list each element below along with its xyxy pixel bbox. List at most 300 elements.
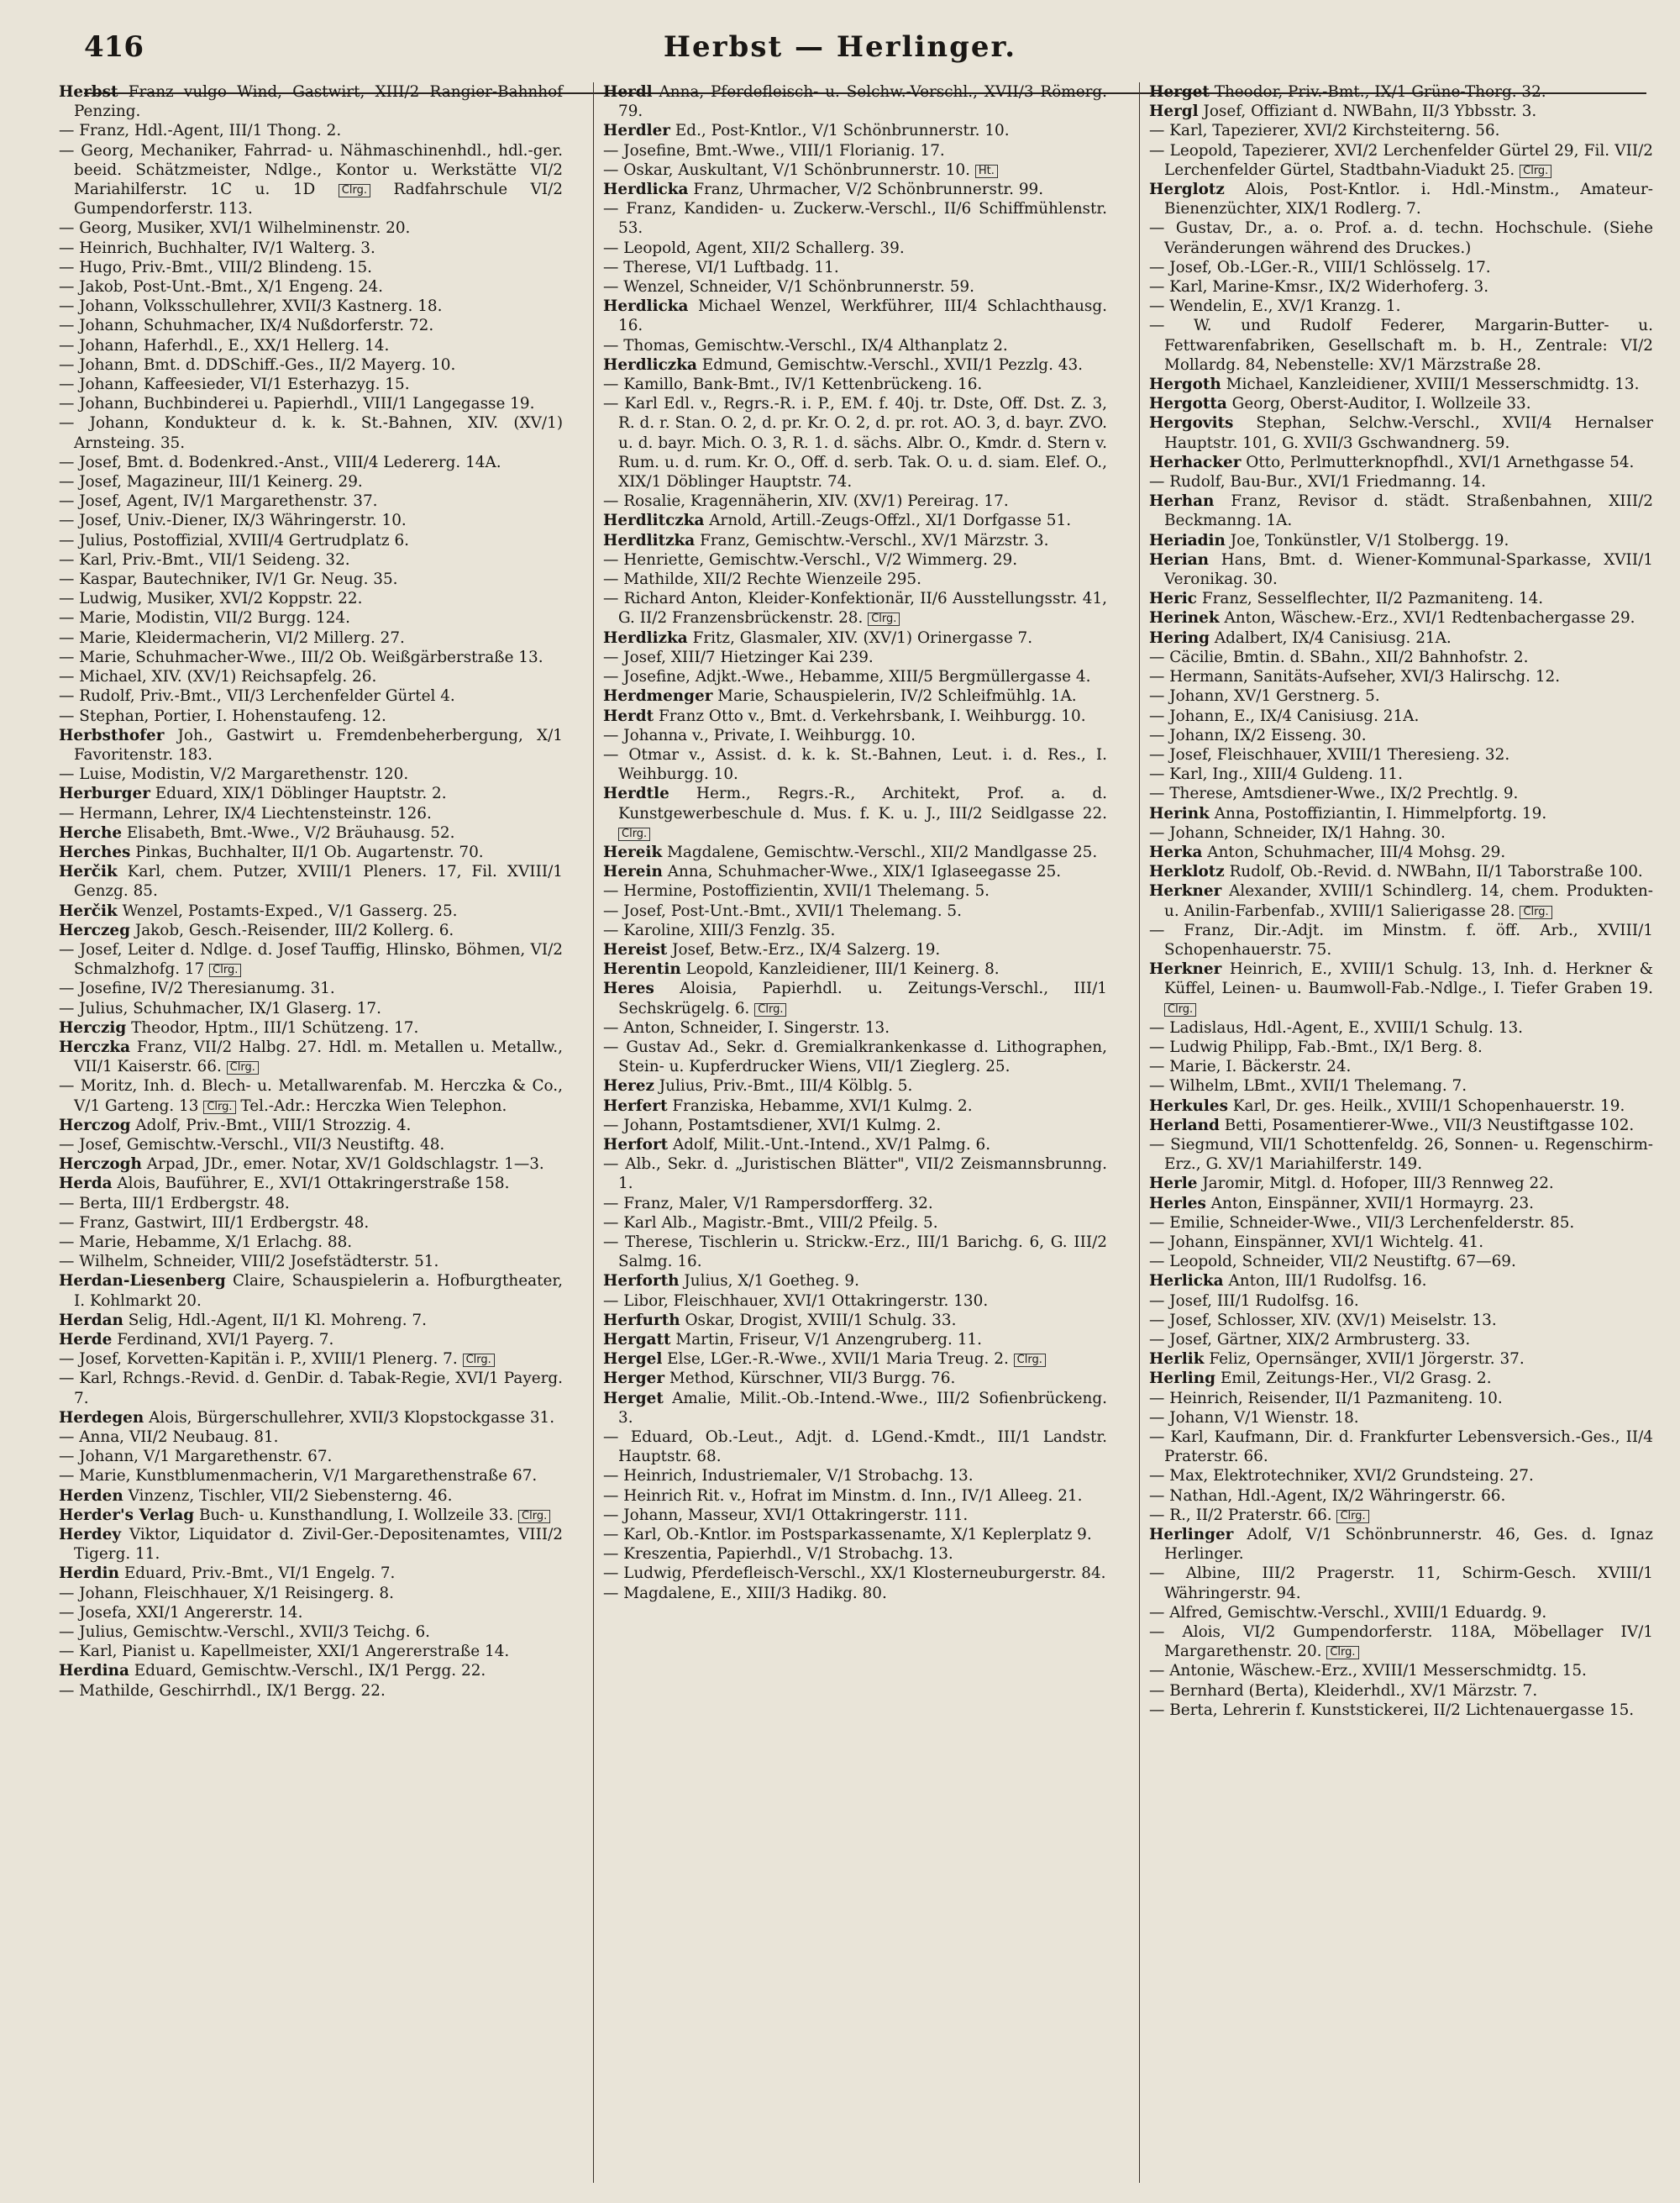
entry-text: — Johann, Bmt. d. DDSchiff.-Ges., II/2 Mayerg. 10.	[59, 355, 456, 374]
directory-entry	[59, 1642, 563, 1661]
directory-entry	[59, 1447, 563, 1466]
directory-entry	[1149, 1018, 1653, 1038]
directory-entry	[59, 1233, 563, 1252]
entry-text: Franz Otto v., Bmt. d. Verkehrsbank, I. Weihburgg. 10.	[658, 707, 1086, 725]
directory-entry	[59, 297, 563, 316]
entry-text: — Jakob, Post-Unt.-Bmt., X/1 Engeng. 24.	[59, 278, 383, 297]
directory-entry	[603, 239, 1107, 258]
directory-entry	[603, 1135, 1107, 1154]
directory-entry	[603, 277, 1107, 297]
entry-surname: Herdl	[603, 83, 653, 101]
directory-entry	[603, 726, 1107, 745]
directory-entry	[59, 648, 563, 667]
entry-text: — Josef, Ob.-LGer.-R., VIII/1 Schlösselg. 17.	[1149, 258, 1491, 276]
entry-surname: Herfert	[603, 1096, 668, 1115]
entry-surname: Herdliczka	[603, 355, 697, 374]
entry-text: — Franz, Gastwirt, III/1 Erdbergstr. 48.	[59, 1213, 370, 1232]
directory-entry	[603, 1506, 1107, 1525]
directory-entry	[1149, 1096, 1653, 1116]
clearing-badge: Clrg.	[868, 613, 900, 626]
entry-surname: Herdlicka	[603, 297, 689, 316]
entry-text: Alois, Bürgerschullehrer, XVII/3 Klopstockgasse 31.	[149, 1408, 555, 1427]
entry-text: Anton, III/1 Rudolfsg. 16.	[1228, 1272, 1427, 1291]
entry-text: — Gustav Ad., Sekr. d. Gremialkrankenkasse d. Lithographen, Stein- u. Kupferdrucker Wiens, VII/1 Zieglerg. 25.	[603, 1038, 1107, 1076]
directory-entry	[603, 589, 1107, 628]
entry-text: — Hermann, Lehrer, IX/4 Liechtensteinstr. 126.	[59, 804, 432, 823]
directory-entry	[1149, 394, 1653, 413]
directory-entry	[59, 375, 563, 394]
directory-entry	[59, 1135, 563, 1154]
entry-text: — Johann, V/1 Wienstr. 18.	[1149, 1408, 1359, 1427]
entry-surname: Herche	[59, 823, 123, 842]
directory-entry	[603, 180, 1107, 199]
entry-surname: Herget	[1149, 83, 1210, 101]
entry-text: Eduard, XIX/1 Döblinger Hauptstr. 2.	[155, 785, 447, 803]
entry-text: — Kaspar, Bautechniker, IV/1 Gr. Neug. 35.	[59, 570, 398, 589]
directory-entry	[59, 1622, 563, 1642]
entry-text: Michael Wenzel, Werkführer, III/4 Schlachthausg. 16.	[618, 297, 1107, 335]
entry-surname: Herdlitzka	[603, 531, 696, 549]
directory-entry	[603, 1486, 1107, 1506]
directory-entry	[59, 239, 563, 258]
directory-entry	[59, 979, 563, 998]
directory-entry	[1149, 1057, 1653, 1076]
entry-text: Hans, Bmt. d. Wiener-Kommunal-Sparkasse, XVII/1 Veronikag. 30.	[1164, 550, 1653, 589]
entry-text: Fritz, Glasmaler, XIV. (XV/1) Orinergasse 7.	[692, 628, 1033, 647]
entry-text: — Nathan, Hdl.-Agent, IX/2 Währingerstr. 66.	[1149, 1486, 1506, 1505]
directory-entry	[603, 667, 1107, 686]
directory-entry	[59, 355, 563, 375]
directory-entry	[603, 336, 1107, 355]
entry-text: Theodor, Hptm., III/1 Schützeng. 17.	[131, 1018, 419, 1037]
entry-text: — Karl, Tapezierer, XVI/2 Kirchsteiterng. 56.	[1149, 122, 1500, 140]
directory-entry	[1149, 745, 1653, 765]
directory-entry	[59, 1506, 563, 1525]
entry-text: Emil, Zeitungs-Her., VI/2 Grasg. 2.	[1220, 1370, 1492, 1388]
clearing-badge: Clrg.	[203, 1101, 235, 1114]
directory-entry	[59, 277, 563, 297]
directory-entry	[1149, 589, 1653, 608]
directory-entry	[59, 999, 563, 1018]
entry-surname: Herczog	[59, 1116, 131, 1134]
directory-entry	[1149, 1701, 1653, 1720]
entry-text: — Johanna v., Private, I. Weihburgg. 10.	[603, 726, 916, 744]
entry-surname: Herez	[603, 1077, 654, 1096]
directory-entry	[1149, 1233, 1653, 1252]
directory-entry	[1149, 1466, 1653, 1485]
entry-text: — Josef, III/1 Rudolfsg. 16.	[1149, 1291, 1359, 1310]
directory-entry	[1149, 1194, 1653, 1213]
directory-entry	[1149, 1427, 1653, 1466]
entry-text: — Moritz, Inh. d. Blech- u. Metallwarenfab. M. Herczka & Co., V/1 Garteng. 13	[59, 1077, 563, 1115]
entry-surname: Herczig	[59, 1018, 127, 1037]
directory-entry	[59, 218, 563, 238]
entry-text: — Josefa, XXI/1 Angererstr. 14.	[59, 1603, 303, 1622]
entry-text: Claire, Schauspielerin a. Hofburgtheater, I. Kohlmarkt 20.	[74, 1272, 563, 1310]
entry-text: Adolf, Priv.-Bmt., VIII/1 Strozzig. 4.	[135, 1116, 412, 1134]
entry-text: — Rudolf, Bau-Bur., XVI/1 Friedmanng. 14.	[1149, 473, 1486, 492]
entry-text: — Johann, XV/1 Gerstnerg. 5.	[1149, 687, 1380, 706]
entry-text: — Albine, III/2 Pragerstr. 11, Schirm-Gesch. XVIII/1 Währingerstr. 94.	[1149, 1564, 1653, 1602]
directory-entry	[59, 823, 563, 843]
directory-entry	[59, 1466, 563, 1485]
entry-text: — Karl Edl. v., Regrs.-R. i. P., EM. f. 40j. tr. Dste, Off. Dst. Z. 3, R. d. r. Stan. O. 2, d. pr. Kr. O. 2, d. pr. rot. AO. 3, d. bayr. ZVO. u. d. bayr. Mich. O. 3, R. 1. d. sächs. Albr. O., Kmdr. d. Stern v. Rum. u. d. rum. Kr. O., Off. d. serb. Tak. O. u. d. siam. Elef. O., XIX/1 Döblinger Hauptstr. 74.	[603, 395, 1107, 492]
entry-text: — Siegmund, VII/1 Schottenfeldg. 26, Sonnen- u. Regenschirm-Erz., G. XV/1 Mariahilferstr. 149.	[1149, 1135, 1653, 1174]
entry-text: — Anna, VII/2 Neubaug. 81.	[59, 1428, 279, 1447]
entry-text: Edmund, Gemischtw.-Verschl., XVII/1 Pezzlg. 43.	[701, 355, 1084, 374]
entry-text: — Mathilde, Geschirrhdl., IX/1 Bergg. 22.	[59, 1681, 386, 1700]
directory-entry	[603, 784, 1107, 843]
entry-text: — Alb., Sekr. d. „Juristischen Blätter", VII/2 Zeismannsbrunng. 1.	[603, 1155, 1107, 1193]
entry-surname: Herdegen	[59, 1408, 144, 1427]
directory-entry	[1149, 1603, 1653, 1622]
directory-entry	[603, 881, 1107, 901]
directory-entry	[1149, 1622, 1653, 1661]
directory-entry	[59, 550, 563, 570]
entry-text: Franziska, Hebamme, XVI/1 Kulmg. 2.	[672, 1096, 973, 1115]
directory-entry	[1149, 1681, 1653, 1701]
directory-entry	[603, 960, 1107, 979]
directory-entry	[603, 570, 1107, 589]
entry-text: — Franz, Kandiden- u. Zuckerw.-Verschl., II/6 Schiffmühlenstr. 53.	[603, 200, 1107, 238]
entry-surname: Herger	[603, 1370, 665, 1388]
directory-entry	[59, 843, 563, 862]
entry-text: — Marie, Schuhmacher-Wwe., III/2 Ob. Weißgärberstraße 13.	[59, 648, 543, 666]
entry-surname: Herinek	[1149, 609, 1220, 628]
directory-entry	[59, 141, 563, 219]
directory-entry	[59, 336, 563, 355]
entry-text: — Hermann, Sanitäts-Aufseher, XVI/3 Halirschg. 12.	[1149, 668, 1561, 686]
directory-entry	[1149, 667, 1653, 686]
entry-text: — Emilie, Schneider-Wwe., VII/3 Lerchenfelderstr. 85.	[1149, 1213, 1575, 1232]
entry-surname: Herlicka	[1149, 1272, 1224, 1291]
entry-text: — Wilhelm, Schneider, VIII/2 Josefstädterstr. 51.	[59, 1253, 439, 1271]
directory-entry	[1149, 375, 1653, 394]
entry-text: Oskar, Drogist, XVIII/1 Schulg. 33.	[685, 1311, 957, 1329]
column-divider	[1139, 82, 1140, 2183]
directory-entry	[603, 1096, 1107, 1116]
directory-entry	[603, 745, 1107, 784]
entry-surname: Herkules	[1149, 1096, 1228, 1115]
entry-surname: Herbsthofer	[59, 726, 165, 744]
directory-entry	[1149, 550, 1653, 589]
entry-text: — Magdalene, E., XIII/3 Hadikg. 80.	[603, 1584, 887, 1602]
directory-entry	[603, 1194, 1107, 1213]
directory-entry	[1149, 413, 1653, 452]
entry-text: — Franz, Dir.-Adjt. im Minstm. f. öff. Arb., XVIII/1 Schopenhauerstr. 75.	[1149, 921, 1653, 959]
entry-text: — Therese, VI/1 Luftbadg. 11.	[603, 258, 839, 276]
entry-surname: Herdtle	[603, 785, 669, 803]
entry-text: — Karl, Marine-Kmsr., IX/2 Widerhoferg. 3.	[1149, 278, 1489, 297]
directory-entry	[1149, 1389, 1653, 1408]
directory-entry	[1149, 804, 1653, 823]
entry-text: — Rosalie, Kragennäherin, XIV. (XV/1) Pereirag. 17.	[603, 492, 1009, 511]
entry-text: — Heinrich, Reisender, II/1 Pazmaniteng. 10.	[1149, 1389, 1503, 1407]
entry-surname: Herdlicka	[603, 181, 689, 199]
entry-surname: Herda	[59, 1175, 113, 1193]
directory-entry	[59, 453, 563, 472]
entry-text: — Anton, Schneider, I. Singerstr. 13.	[603, 1018, 890, 1037]
entry-surname: Herforth	[603, 1272, 680, 1291]
entry-surname: Herdan	[59, 1311, 123, 1329]
entry-text: — Julius, Gemischtw.-Verschl., XVII/3 Teichg. 6.	[59, 1623, 431, 1642]
directory-entry	[603, 199, 1107, 238]
directory-entry	[1149, 648, 1653, 667]
entry-text: — Luise, Modistin, V/2 Margarethenstr. 120.	[59, 765, 409, 784]
entry-text: — Johann, IX/2 Eisseng. 30.	[1149, 726, 1367, 744]
entry-text: — Josef, Post-Unt.-Bmt., XVII/1 Thelemang. 5.	[603, 902, 962, 920]
directory-entry	[1149, 82, 1653, 102]
entry-surname: Herhan	[1149, 492, 1215, 511]
entry-text: — Marie, I. Bäckerstr. 24.	[1149, 1058, 1352, 1076]
column-divider	[593, 82, 594, 2183]
directory-entry	[603, 921, 1107, 940]
directory-entry	[1149, 765, 1653, 784]
entry-text: — Eduard, Ob.-Leut., Adjt. d. LGend.-Kmdt., III/1 Landstr. Hauptstr. 68.	[603, 1428, 1107, 1466]
entry-surname: Herden	[59, 1486, 123, 1505]
directory-entry	[59, 940, 563, 979]
entry-text: — Johann, Schneider, IX/1 Hahng. 30.	[1149, 823, 1446, 842]
entry-surname: Hering	[1149, 628, 1210, 647]
directory-entry	[603, 511, 1107, 530]
entry-text: Michael, Kanzleidiener, XVIII/1 Messerschmidtg. 13.	[1226, 376, 1640, 394]
entry-text: — Johann, Postamtsdiener, XVI/1 Kulmg. 2.	[603, 1116, 942, 1134]
directory-entry	[1149, 862, 1653, 881]
entry-text: — Josef, XIII/7 Hietzinger Kai 239.	[603, 648, 874, 666]
entry-text: Otto, Perlmutterknopfhdl., XVI/1 Arnethgasse 54.	[1246, 453, 1635, 471]
directory-entry	[1149, 1213, 1653, 1233]
entry-text: Adolf, Milit.-Unt.-Intend., XV/1 Palmg. 6.	[673, 1135, 991, 1154]
directory-entry	[603, 375, 1107, 394]
directory-entry	[1149, 121, 1653, 140]
entry-text: Franz vulgo Wind, Gastwirt, XIII/2 Rangier-Bahnhof Penzing.	[74, 83, 563, 121]
directory-entry	[603, 121, 1107, 140]
entry-text: Josef, Offiziant d. NWBahn, II/3 Ybbsstr. 3.	[1203, 103, 1537, 121]
entry-text: — Karl, Ing., XIII/4 Guldeng. 11.	[1149, 765, 1403, 784]
entry-text: — Karl, Rchngs.-Revid. d. GenDir. d. Tabak-Regie, XVI/1 Payerg. 7.	[59, 1370, 563, 1407]
entry-text: — Marie, Kunstblumenmacherin, V/1 Margarethenstraße 67.	[59, 1467, 538, 1485]
entry-surname: Heres	[603, 980, 654, 998]
entry-text: Martin, Friseur, V/1 Anzengruberg. 11.	[675, 1331, 982, 1349]
entry-surname: Herdler	[603, 122, 671, 140]
directory-entry	[59, 1018, 563, 1038]
directory-entry	[1149, 102, 1653, 121]
entry-text: — Karl, Ob.-Kntlor. im Postsparkassenamte, X/1 Keplerplatz 9.	[603, 1526, 1092, 1544]
entry-text: Amalie, Milit.-Ob.-Intend.-Wwe., III/2 Sofienbrückeng. 3.	[618, 1389, 1107, 1427]
entry-surname: Herde	[59, 1331, 113, 1349]
directory-entry	[1149, 1330, 1653, 1349]
directory-entry	[603, 141, 1107, 160]
clearing-badge: Ht.	[975, 165, 998, 178]
directory-entry	[59, 1076, 563, 1115]
directory-entry	[603, 1349, 1107, 1369]
entry-text: Feliz, Opernsänger, XVII/1 Jörgerstr. 37.	[1209, 1350, 1525, 1369]
entry-text: — Mathilde, XII/2 Rechte Wienzeile 295.	[603, 570, 921, 589]
entry-text: — R., II/2 Praterstr. 66.	[1149, 1506, 1332, 1524]
entry-text: Adalbert, IX/4 Canisiusg. 21A.	[1214, 628, 1452, 647]
directory-entry	[59, 1271, 563, 1310]
directory-entry	[603, 1369, 1107, 1388]
directory-entry	[603, 628, 1107, 648]
entry-text: — Kreszentia, Papierhdl., V/1 Strobachg. 13.	[603, 1545, 953, 1564]
entry-surname: Herklotz	[1149, 863, 1225, 881]
directory-entry	[59, 1154, 563, 1174]
directory-entry	[59, 1252, 563, 1271]
directory-entry	[59, 1564, 563, 1583]
entry-surname: Herdin	[59, 1564, 119, 1583]
entry-text: — Karl Alb., Magistr.-Bmt., VIII/2 Pfeilg. 5.	[603, 1213, 938, 1232]
directory-entry	[603, 1018, 1107, 1038]
entry-text: Herm., Regrs.-R., Architekt, Prof. a. d. Kunstgewerbeschule d. Mus. f. K. u. J., III/2 Seidlgasse 22.	[618, 785, 1107, 823]
entry-surname: Herink	[1149, 804, 1210, 823]
directory-entry	[603, 1271, 1107, 1291]
directory-entry	[59, 570, 563, 589]
entry-text: Karl, Dr. ges. Heilk., XVIII/1 Schopenhauerstr. 19.	[1232, 1096, 1625, 1115]
entry-text: — Wenzel, Schneider, V/1 Schönbrunnerstr. 59.	[603, 278, 974, 297]
directory-entry	[603, 648, 1107, 667]
page-number: 416	[84, 30, 144, 64]
directory-entry	[59, 82, 563, 121]
entry-surname: Herentin	[603, 960, 681, 979]
directory-entry	[59, 1681, 563, 1701]
clearing-badge: Clrg.	[1014, 1354, 1046, 1367]
entry-text: — Stephan, Portier, I. Hohenstaufeng. 12.	[59, 707, 386, 725]
directory-entry	[603, 394, 1107, 492]
directory-entry	[59, 1349, 563, 1369]
directory-entry	[1149, 180, 1653, 218]
directory-entry	[1149, 1525, 1653, 1564]
entry-surname: Herling	[1149, 1370, 1215, 1388]
entry-text: Aloisia, Papierhdl. u. Zeitungs-Verschl., III/1 Sechskrügelg. 6.	[618, 980, 1107, 1017]
directory-entry	[59, 589, 563, 608]
entry-text: Arpad, JDr., emer. Notar, XV/1 Goldschlagstr. 1—3.	[146, 1155, 544, 1174]
entry-surname: Herčik	[59, 902, 118, 920]
entry-text: — Josef, Leiter d. Ndlge. d. Josef Tauffig, Hlinsko, Böhmen, VI/2 Schmalzhofg. 17	[59, 940, 563, 979]
directory-entry	[59, 394, 563, 413]
entry-text: — Gustav, Dr., a. o. Prof. a. d. techn. Hochschule. (Siehe Veränderungen während des Druckes.)	[1149, 219, 1653, 257]
directory-entry	[59, 1213, 563, 1233]
entry-surname: Herkner	[1149, 960, 1222, 979]
entry-surname: Herches	[59, 843, 131, 861]
entry-text: — Josefine, IV/2 Theresianumg. 31.	[59, 980, 335, 998]
entry-surname: Herdmenger	[603, 687, 713, 706]
directory-entry	[1149, 881, 1653, 920]
entry-text: — Wilhelm, LBmt., XVII/1 Thelemang. 7.	[1149, 1077, 1467, 1096]
directory-entry	[603, 82, 1107, 121]
directory-entry	[59, 765, 563, 784]
clearing-badge: Clrg.	[754, 1003, 786, 1017]
entry-text: Jakob, Gesch.-Reisender, III/2 Kollerg. 6.	[134, 921, 454, 939]
entry-text: — Karl, Kaufmann, Dir. d. Frankfurter Lebensversich.-Ges., II/4 Praterstr. 66.	[1149, 1428, 1653, 1466]
clearing-badge: Clrg.	[463, 1354, 495, 1367]
clearing-badge: Clrg.	[1326, 1646, 1358, 1659]
entry-text: — Ladislaus, Hdl.-Agent, E., XVIII/1 Schulg. 13.	[1149, 1018, 1523, 1037]
entry-text: Joe, Tonkünstler, V/1 Stolbergg. 19.	[1230, 531, 1509, 549]
directory-entry	[59, 531, 563, 550]
directory-entry	[59, 1038, 563, 1076]
directory-entry	[603, 1076, 1107, 1096]
entry-surname: Herdina	[59, 1662, 129, 1680]
directory-entry	[603, 1389, 1107, 1427]
directory-entry	[59, 862, 563, 901]
directory-entry	[59, 1369, 563, 1407]
clearing-badge: Clrg.	[339, 184, 370, 197]
directory-column-2	[603, 82, 1107, 1603]
entry-surname: Herget	[603, 1389, 664, 1407]
entry-text: Theodor, Priv.-Bmt., IX/1 Grüne-Thorg. 32.	[1214, 83, 1546, 101]
entry-text: Jaromir, Mitgl. d. Hofoper, III/3 Rennweg 22.	[1202, 1175, 1554, 1193]
entry-text: — Johann, Kondukteur d. k. k. St.-Bahnen, XIV. (XV/1) Arnsteing. 35.	[59, 414, 563, 452]
entry-text: — Bernhard (Berta), Kleiderhdl., XV/1 Märzstr. 7.	[1149, 1681, 1538, 1700]
entry-text: — Ludwig, Musiker, XVI/2 Koppstr. 22.	[59, 590, 363, 608]
entry-text: — Johann, Einspänner, XVI/1 Wichtelg. 41.	[1149, 1233, 1484, 1251]
entry-text: Julius, X/1 Goetheg. 9.	[684, 1272, 859, 1291]
entry-surname: Hergatt	[603, 1331, 671, 1349]
directory-entry	[59, 1116, 563, 1135]
directory-entry	[1149, 823, 1653, 843]
entry-text: Josef, Betw.-Erz., IX/4 Salzerg. 19.	[672, 940, 941, 959]
entry-text: — Hugo, Priv.-Bmt., VIII/2 Blindeng. 15.	[59, 258, 373, 276]
entry-text: Anton, Einspänner, XVII/1 Hormayrg. 23.	[1210, 1194, 1534, 1212]
directory-entry	[603, 550, 1107, 570]
entry-surname: Heriadin	[1149, 531, 1226, 549]
directory-entry	[59, 784, 563, 803]
entry-text: — Johann, Volksschullehrer, XVII/3 Kastnerg. 18.	[59, 297, 443, 316]
entry-text: Stephan, Selchw.-Verschl., XVII/4 Hernalser Hauptstr. 101, G. XVII/3 Gschwandnerg. 59.	[1164, 414, 1653, 452]
clearing-badge: Clrg.	[1520, 165, 1551, 178]
entry-text: Method, Kürschner, VII/3 Burgg. 76.	[669, 1370, 956, 1388]
directory-entry	[59, 1525, 563, 1564]
page-header	[0, 25, 1680, 72]
entry-text: — Georg, Mechaniker, Fahrrad- u. Nähmaschinenhdl., hdl.-ger. beeid. Schätzmeister, Ndlge., Kontor u. Werkstätte VI/2 Mariahilferstr. 1C u. 1D	[59, 141, 563, 199]
entry-surname: Hergotta	[1149, 395, 1227, 413]
entry-text: — Julius, Postoffizial, XVIII/4 Gertrudplatz 6.	[59, 531, 410, 549]
entry-surname: Herčik	[59, 863, 118, 881]
directory-entry	[59, 1311, 563, 1330]
directory-entry	[603, 1116, 1107, 1135]
directory-entry	[59, 121, 563, 140]
entry-text: Viktor, Liquidator d. Zivil-Ger.-Depositenamtes, VIII/2 Tigerg. 11.	[74, 1526, 563, 1564]
directory-entry	[1149, 1661, 1653, 1680]
entry-surname: Herian	[1149, 550, 1210, 569]
entry-text: — Michael, XIV. (XV/1) Reichsapfelg. 26.	[59, 668, 377, 686]
directory-entry	[603, 258, 1107, 277]
directory-entry	[59, 472, 563, 492]
entry-text: Elisabeth, Bmt.-Wwe., V/2 Bräuhausg. 52.	[126, 823, 455, 842]
entry-text: — Johann, V/1 Margarethenstr. 67.	[59, 1448, 333, 1466]
entry-text: — Heinrich Rit. v., Hofrat im Minstm. d. Inn., IV/1 Alleeg. 21.	[603, 1486, 1083, 1505]
directory-column-3	[1149, 82, 1653, 1720]
entry-surname: Heric	[1149, 590, 1197, 608]
directory-entry	[59, 921, 563, 940]
entry-text: — Marie, Modistin, VII/2 Burgg. 124.	[59, 609, 350, 628]
directory-entry	[603, 160, 1107, 180]
directory-entry	[59, 1661, 563, 1680]
directory-entry	[1149, 1349, 1653, 1369]
entry-text: — Ludwig Philipp, Fab.-Bmt., IX/1 Berg. 8.	[1149, 1038, 1483, 1056]
entry-text: — Josefine, Adjkt.-Wwe., Hebamme, XIII/5 Bergmüllergasse 4.	[603, 668, 1091, 686]
directory-entry	[1149, 1038, 1653, 1057]
directory-entry	[1149, 921, 1653, 960]
entry-text: — Josef, Schlosser, XIV. (XV/1) Meiselstr. 13.	[1149, 1311, 1497, 1329]
entry-text: — Johann, Schuhmacher, IX/4 Nußdorferstr. 72.	[59, 317, 434, 335]
entry-text-continued: Radfahrschule VI/2 Gumpendorferstr. 113.	[74, 181, 563, 218]
entry-text: — Libor, Fleischhauer, XVI/1 Ottakringerstr. 130.	[603, 1291, 989, 1310]
directory-entry	[603, 1584, 1107, 1603]
entry-text: Buch- u. Kunsthandlung, I. Wollzeile 33.	[199, 1506, 514, 1524]
entry-text: — Josef, Bmt. d. Bodenkred.-Anst., VIII/4 Ledererg. 14A.	[59, 453, 501, 471]
directory-entry	[1149, 1408, 1653, 1427]
